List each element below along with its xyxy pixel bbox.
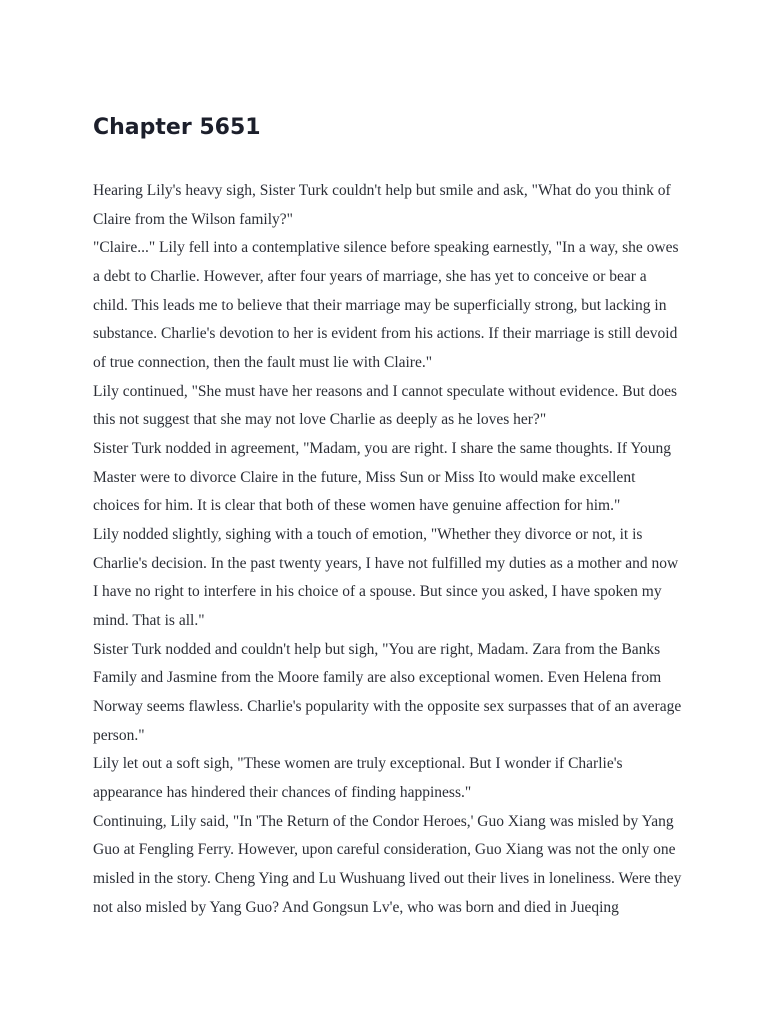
paragraph: Hearing Lily's heavy sigh, Sister Turk couldn't help but smile and ask, "What do you think of Claire from the Wilson family?": [93, 182, 671, 228]
paragraph: Lily continued, "She must have her reasons and I cannot speculate without evidence. But does this not suggest that she may not love Charlie as deeply as he loves her?": [93, 382, 677, 429]
paragraph: Sister Turk nodded and couldn't help but sigh, "You are right, Madam. Zara from the Banks Family and Jasmine from the Moore family are also exceptional women. Even Helena from Norway seems flawless. Charlie's popularity with the opposite sex surpasses that of an average person.": [93, 640, 682, 744]
paragraph: "Claire..." Lily fell into a contemplative silence before speaking earnestly, "In a way, she owes a debt to Charlie. However, after four years of marriage, she has yet to conceive or bear a child. This leads me to believe that their marriage may be superficially strong, but lacking in substance. Charlie's devotion to her is evident from his actions. If their marriage is still devoid of true connection, then the fault must lie with Claire.": [93, 239, 679, 372]
paragraph: Lily nodded slightly, sighing with a touch of emotion, "Whether they divorce or not, it is Charlie's decision. In the past twenty years, I have not fulfilled my duties as a mother and now I have no right to interfere in his choice of a spouse. But since you asked, I have spoken my mind. That is all.": [93, 526, 679, 630]
paragraph: Continuing, Lily said, "In 'The Return of the Condor Heroes,' Guo Xiang was misled by Yang Guo at Fengling Ferry. However, upon careful consideration, Guo Xiang was not the only one misled in the story. Cheng Ying and Lu Wushuang lived out their lives in loneliness. Were they not also misled by Yang Guo? And Gongsun Lv'e, who was born and died in Jueqing: [93, 812, 682, 916]
chapter-title: Chapter 5651: [93, 115, 261, 140]
paragraph: Lily let out a soft sigh, "These women are truly exceptional. But I wonder if Charlie's appearance has hindered their chances of finding happiness.": [93, 755, 623, 802]
paragraph: Sister Turk nodded in agreement, "Madam, you are right. I share the same thoughts. If Young Master were to divorce Claire in the future, Miss Sun or Miss Ito would make excellent choices for him. It is clear that both of these women have genuine affection for him.": [93, 440, 672, 515]
chapter-body: [93, 177, 683, 922]
